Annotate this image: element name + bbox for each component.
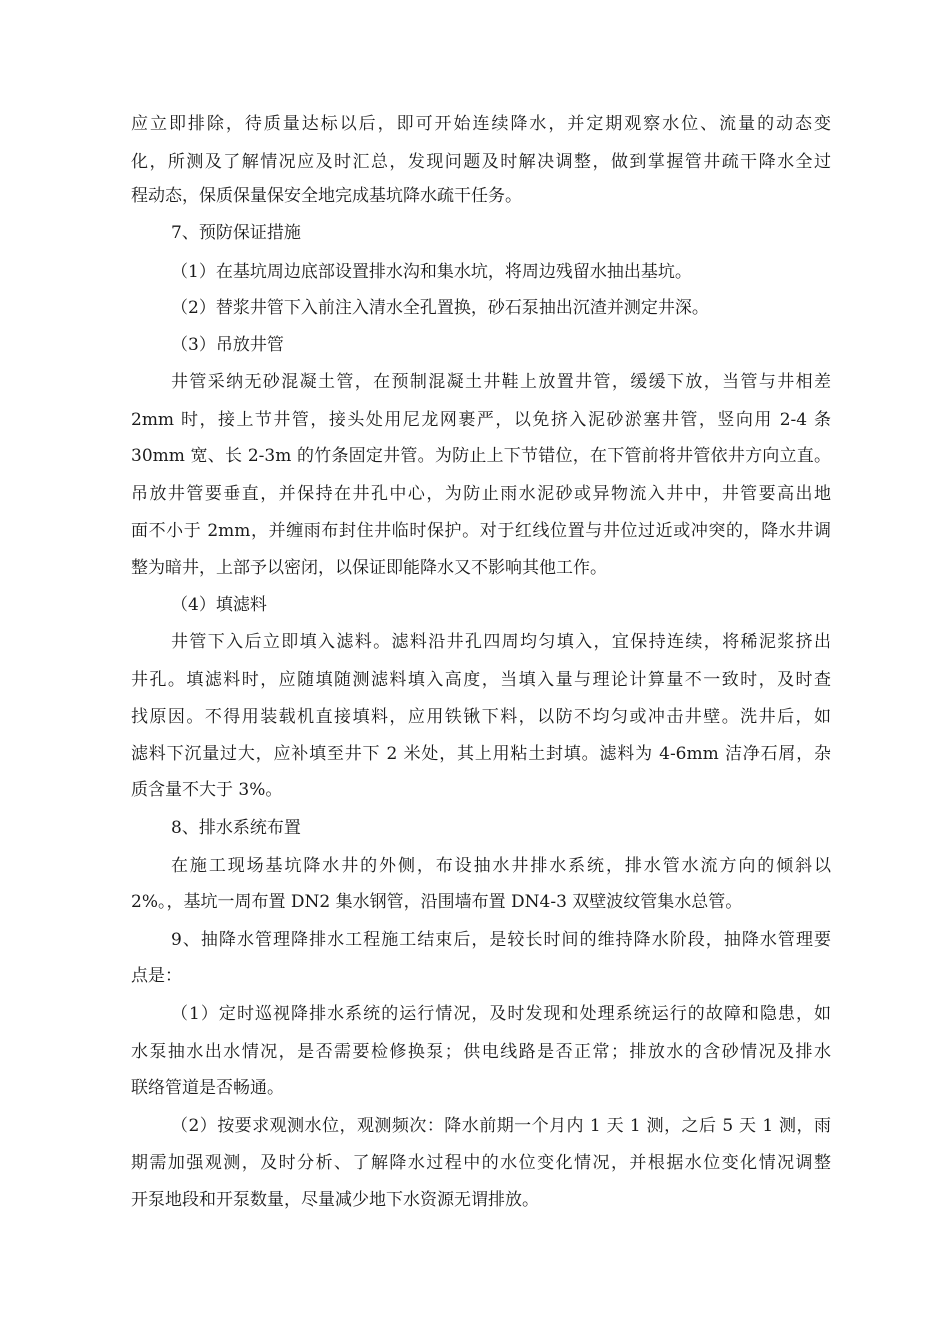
text-line: 水泵抽水出水情况，是否需要检修换泵；供电线路是否正常；排放水的含砂情况及排水 — [131, 1042, 831, 1062]
text-line: 开泵地段和开泵数量，尽量减少地下水资源无谓排放。 — [131, 1190, 539, 1210]
text-line: 应立即排除，待质量达标以后，即可开始连续降水，并定期观察水位、流量的动态变 — [131, 114, 831, 134]
text-line: 在施工现场基坑降水井的外侧，布设抽水井排水系统，排水管水流方向的倾斜以 — [171, 856, 831, 876]
section-heading: 8、排水系统布置 — [171, 818, 301, 838]
text-line: （1）定时巡视降排水系统的运行情况，及时发现和处理系统运行的故障和隐患，如 — [171, 1004, 831, 1024]
text-line: 期需加强观测，及时分析、了解降水过程中的水位变化情况，并根据水位变化情况调整 — [131, 1153, 831, 1173]
text-line: 井管下入后立即填入滤料。滤料沿井孔四周均匀填入，宜保持连续，将稀泥浆挤出 — [171, 632, 831, 652]
text-line: 吊放井管要垂直，并保持在井孔中心，为防止雨水泥砂或异物流入井中，井管要高出地 — [131, 484, 831, 504]
subsection-heading: （3）吊放井管 — [171, 335, 284, 355]
text-line: 联络管道是否畅通。 — [131, 1078, 284, 1098]
text-line: 面不小于 2mm，并缠雨布封住井临时保护。对于红线位置与井位过近或冲突的，降水井调 — [131, 521, 831, 541]
text-line: 点是： — [131, 966, 182, 986]
section-heading: 7、预防保证措施 — [171, 223, 301, 243]
text-line: 30mm 宽、长 2-3m 的竹条固定井管。为防止上下节错位，在下管前将井管依井方向立直。 — [131, 446, 831, 466]
text-line: 整为暗井，上部予以密闭，以保证即能降水又不影响其他工作。 — [131, 558, 607, 578]
text-line: 程动态，保质保量保安全地完成基坑降水疏干任务。 — [131, 186, 522, 206]
text-line: 2%。，基坑一周布置 DN2 集水钢管，沿围墙布置 DN4-3 双壁波纹管集水总管。 — [131, 892, 743, 912]
text-line: 井管采纳无砂混凝土管，在预制混凝土井鞋上放置井管，缓缓下放，当管与井相差 — [171, 372, 831, 392]
text-line: 井孔。填滤料时，应随填随测滤料填入高度，当填入量与理论计算量不一致时，及时查 — [131, 670, 831, 690]
text-line: （2）替浆井管下入前注入清水全孔置换，砂石泵抽出沉渣并测定井深。 — [171, 298, 709, 318]
text-line: 化，所测及了解情况应及时汇总，发现问题及时解决调整，做到掌握管井疏干降水全过 — [131, 152, 831, 172]
text-line: （2）按要求观测水位，观测频次：降水前期一个月内 1 天 1 测，之后 5 天 1 测，雨 — [171, 1116, 831, 1136]
text-line: 滤料下沉量过大，应补填至井下 2 米处，其上用粘土封填。滤料为 4-6mm 洁净石屑，杂 — [131, 744, 831, 764]
text-line: 找原因。不得用装载机直接填料，应用铁锹下料，以防不均匀或冲击井壁。洗井后，如 — [131, 707, 831, 727]
text-line: （1）在基坑周边底部设置排水沟和集水坑，将周边残留水抽出基坑。 — [171, 262, 692, 282]
section-heading: 9、抽降水管理降排水工程施工结束后，是较长时间的维持降水阶段，抽降水管理要 — [171, 930, 831, 950]
subsection-heading: （4）填滤料 — [171, 595, 267, 615]
text-line: 质含量不大于 3%。 — [131, 780, 283, 800]
text-line: 2mm 时，接上节井管，接头处用尼龙网裹严，以免挤入泥砂淤塞井管，竖向用 2-4 条 — [131, 410, 831, 430]
